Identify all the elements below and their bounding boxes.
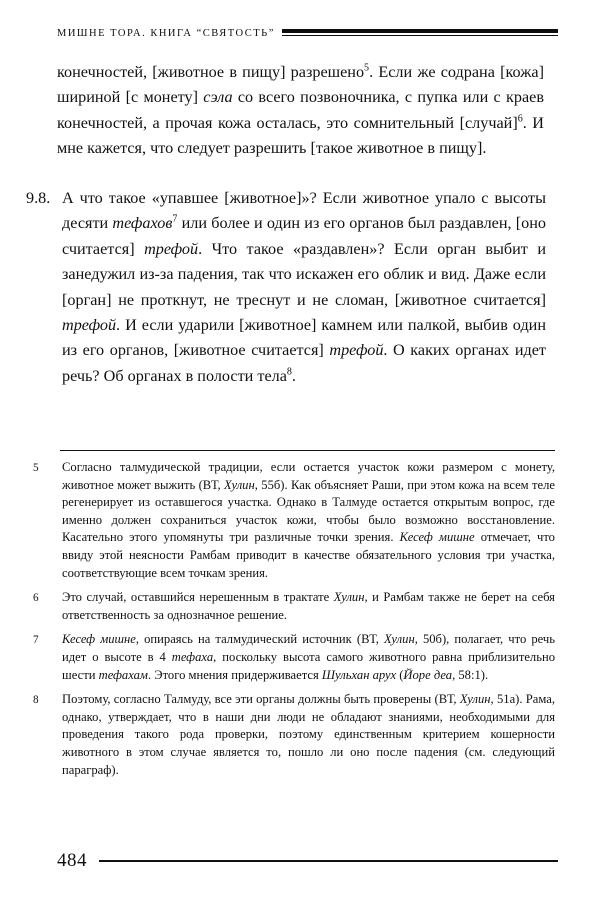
footnote-text: Это случай, оставшийся нерешенным в трактате Хулин, и Рамбам также не берет на себя ответственность за однозначное решение.	[62, 590, 555, 622]
footnote-number: 6	[33, 592, 39, 605]
running-head	[57, 22, 558, 44]
footnote-number: 5	[33, 462, 39, 474]
running-head-title: МИШНЕ ТОРА. КНИГА “СВЯТОСТЬ”	[57, 27, 275, 39]
footnote-separator-rule	[60, 450, 555, 451]
footnote-text: Поэтому, согласно Талмуду, все эти органы должны быть проверены (ВТ, Хулин, 51а). Рама, однако, утверждает, что в наши дни люди не обладают знаниями, необходимыми для проведения такого рода проверки, поэтому единственным критерием кошерности животного в этом случае является то, пошло ли оно после падения (см. следующий параграф).	[62, 692, 556, 777]
footnote-item	[33, 691, 555, 779]
page-number: 484	[57, 850, 87, 871]
page-footer-rule	[99, 860, 558, 861]
body-text-block	[57, 60, 544, 162]
running-head-rule	[282, 29, 558, 38]
footnote-number: 8	[33, 694, 39, 707]
footnote-number: 7	[33, 634, 39, 647]
footnote-text: Согласно талмудической традиции, если остается участок кожи размером с монету, животное может выжить (ВТ, Хулин, 55б). Как объясняет Раши, при этом кожа на всем теле регенерирует из оставшегося участка. Однако в Талмуде остается открытым вопрос, где именно должен сохраниться участок кожи, чтобы было возможно восстановление. Касательно этого упомянуты три различные точки зрения. Кесеф мишне отмечает, что ввиду этой неясности Рамбам приводит в качестве обязательного условия три участка, соответствующие всем точкам зрения.	[62, 460, 556, 580]
page-footer	[57, 850, 558, 872]
section-text: А что такое «упавшее [животное]»? Если животное упало с высоты десяти тефахов$^7$ или более и один из его органов был раздавлен, [оно считается] трефой. Что такое «раздавлен»? Если орган выбит и занедужил из-за падения, так что искажен его облик и вид. Даже если [орган] не проткнут, не треснут и не сломан, [животное считается] трефой. И если ударили [животное] камнем или палкой, выбив один из его органов, [животное считается] трефой. О каких органах идет речь? Об органах в полости тела$^8$.	[62, 189, 547, 385]
section-block	[26, 186, 546, 389]
footnote-item	[33, 589, 555, 624]
footnote-item	[33, 631, 555, 684]
footnotes-block	[33, 459, 555, 786]
footnote-text: Кесеф мишне, опираясь на талмудический источник (ВТ, Хулин, 50б), полагает, что речь идет о высоте в 4 тефаха, поскольку высота самого животного равна приблизительно шести тефахам. Этого мнения придерживается Шульхан арух (Йоре деа, 58:1).	[62, 632, 555, 682]
paragraph-continued: конечностей, [животное в пищу] разрешено$^5$. Если же содрана [кожа] шириной [с монету] сэла со всего позвоночника, с пупка или с краев конечностей, а прочая кожа осталась, это сомнительный [случай]$^6$. И мне кажется, что следует разрешить [такое животное в пищу].	[57, 62, 544, 158]
footnote-item	[33, 459, 555, 582]
section-number: 9.8.	[26, 189, 51, 207]
